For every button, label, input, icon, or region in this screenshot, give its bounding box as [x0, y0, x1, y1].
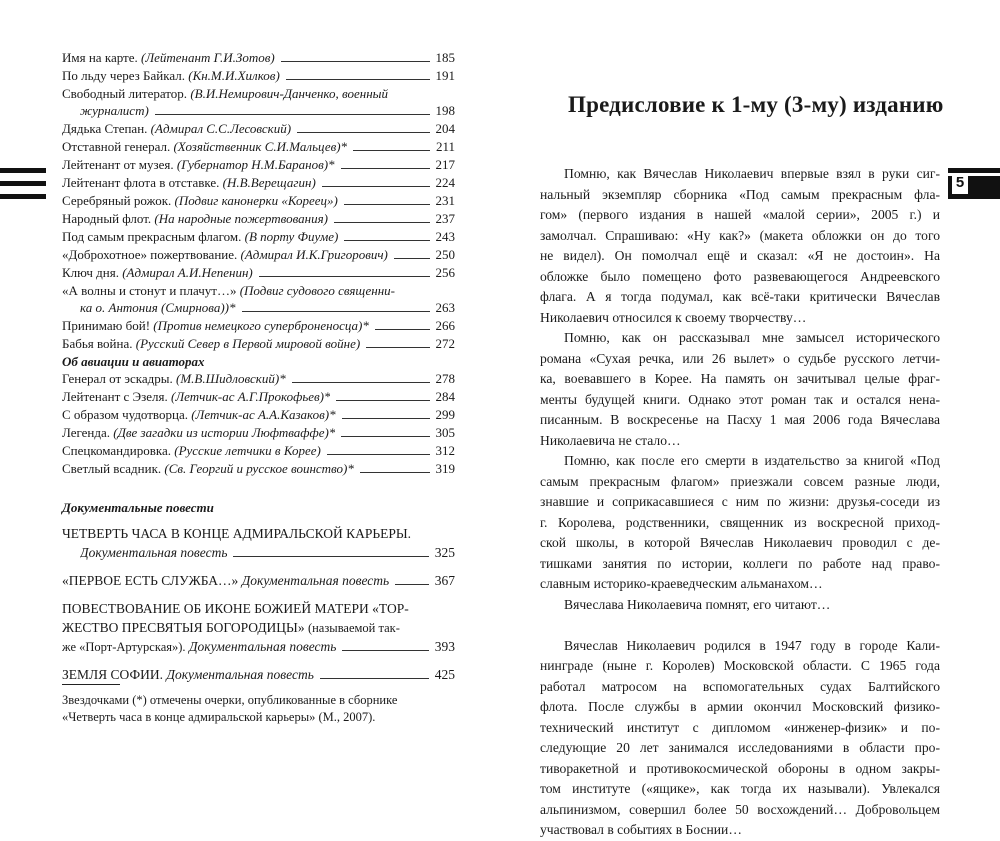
- leader-line: [394, 258, 430, 259]
- leader-line: [375, 329, 430, 330]
- text-line: Помню, как он рассказывал мне замысел исторического: [564, 330, 940, 345]
- leader-line: [327, 454, 430, 455]
- text-line: альпинизмом, совершил более 50 восхождений… Добровольцем: [540, 801, 940, 817]
- toc-page-number: 278: [435, 371, 455, 386]
- toc-page-number: 266: [435, 318, 455, 333]
- side-tab-bar: [0, 168, 46, 173]
- toc-page-number: 367: [434, 573, 455, 588]
- toc-page-number: 237: [435, 211, 455, 226]
- toc-page-number: 299: [435, 407, 455, 422]
- toc-entry[interactable]: [62, 120, 455, 137]
- side-tab-bar: [948, 176, 952, 194]
- toc-entry[interactable]: [62, 192, 455, 209]
- toc-entry[interactable]: [62, 370, 455, 387]
- text-line: Помню, как после его смерти в издательство за книгой «Под: [564, 453, 940, 468]
- leader-line: [320, 678, 429, 679]
- leader-line: [395, 584, 429, 585]
- toc-entry[interactable]: [62, 210, 455, 227]
- toc-entry[interactable]: [62, 442, 455, 459]
- text-line: славным историко-краеведческим альманахом…: [540, 576, 823, 591]
- toc-entry-title: Генерал от эскадры.: [62, 371, 173, 386]
- toc-entry-title: Легенда.: [62, 425, 111, 440]
- text-line: обложке было помещено фото развевающегося Андреевского: [540, 268, 940, 284]
- side-tab-bar: [968, 176, 1000, 194]
- toc-page-number: 217: [435, 157, 455, 172]
- leader-line: [242, 311, 430, 312]
- toc-entry-subtitle: (Летчик-ас А.Г.Прокофьев)*: [171, 389, 331, 404]
- toc-entry-title: Отставной генерал.: [62, 139, 171, 154]
- leader-line: [342, 418, 430, 419]
- toc-entry[interactable]: [62, 599, 455, 656]
- toc-group-documentary: [62, 524, 455, 684]
- toc-entry-title: Лейтенант с Эзеля.: [62, 389, 168, 404]
- toc-entry-subtitle: (Кн.М.И.Хилков): [188, 68, 280, 83]
- toc-entry-subtitle: (Две загадки из истории Люфтваффе)*: [113, 425, 336, 440]
- toc-entry-title: «А волны и стонут и плачут…»: [62, 283, 237, 298]
- toc-entry[interactable]: [62, 138, 455, 155]
- toc-entry[interactable]: [62, 228, 455, 245]
- side-tab-bar: [948, 168, 1000, 173]
- toc-entry-title: Лейтенант флота в отставке.: [62, 175, 220, 190]
- text-line: замолчал. Спрашиваю: «Ну как?» (макета обложки он до того: [540, 227, 940, 243]
- toc-entry[interactable]: [62, 665, 455, 684]
- toc-page-number: 319: [435, 461, 455, 476]
- toc-page-number: 211: [435, 139, 455, 154]
- text-line: самым прекрасным флагом» приезжали совсем разные люди,: [540, 473, 940, 489]
- text-line: нальный экземпляр сборника «Под самым прекрасным фла-: [540, 186, 940, 202]
- text-line: тишками занятия по истории, коллеги по работе над право-: [540, 555, 940, 571]
- toc-entry-title: ПОВЕСТВОВАНИЕ ОБ ИКОНЕ БОЖИЕЙ МАТЕРИ «ТОР-: [62, 601, 409, 616]
- toc-entry-title: Свободный литератор.: [62, 86, 188, 101]
- toc-group-aviation: [62, 370, 455, 477]
- toc-entry-title: Спецкомандировка.: [62, 443, 171, 458]
- leader-line: [286, 79, 430, 80]
- paragraph: [540, 328, 940, 451]
- footnote-line: Звездочками (*) отмечены очерки, опубликованные в сборнике: [62, 693, 398, 707]
- toc-page-number: 312: [435, 443, 455, 458]
- toc-page-number: 263: [435, 300, 455, 315]
- toc-page-number: 250: [435, 247, 455, 262]
- toc-page-number: 224: [435, 175, 455, 190]
- toc-entry-title: ЧЕТВЕРТЬ ЧАСА В КОНЦЕ АДМИРАЛЬСКОЙ КАРЬЕРЫ.: [62, 526, 412, 541]
- text-line: писанным. В воскресенье на Пасху 1 мая 2006 года Вячеслава: [540, 412, 940, 427]
- side-tab-bar: [0, 194, 46, 199]
- toc-entry-title: ЗЕМЛЯ СОФИИ.: [62, 667, 164, 682]
- text-line: ской школы, в которой Вячеслав Николаевич проводил с де-: [540, 535, 940, 550]
- text-line: знавшие и соприкасавшиеся с ним по жизни: друзья-соседи из: [540, 494, 940, 509]
- toc-entry-subtitle-cont: журналист): [80, 103, 149, 118]
- toc-page-number: 284: [435, 389, 455, 404]
- toc-entry[interactable]: [62, 571, 455, 590]
- toc-entry-subtitle: (Русские летчики в Корее): [174, 443, 321, 458]
- text-line: г. Королева, родственники, священник из воскресной приход-: [540, 514, 940, 530]
- toc-entry-subtitle: (Русский Север в Первой мировой войне): [135, 336, 361, 351]
- text-line: менты будущей книги. Однако этот роман так и остался нена-: [540, 391, 940, 407]
- toc-group-main: [62, 49, 455, 352]
- toc-entry[interactable]: [62, 264, 455, 281]
- text-line: романа «Сухая речка, или 26 вылет» о судьбе русского летчи-: [540, 350, 940, 366]
- toc-page-number: 393: [434, 639, 455, 654]
- toc-entry-note-cont: же «Порт-Артурская»).: [62, 640, 186, 654]
- toc-entry[interactable]: [62, 282, 455, 316]
- section-heading-documentary: Документальные повести: [62, 500, 214, 515]
- text-line: Вячеслав Николаевич родился в 1947 году в городе Кали-: [564, 637, 940, 653]
- toc-entry[interactable]: [62, 49, 455, 66]
- toc-page-number: 198: [435, 103, 455, 118]
- toc-entry-subtitle: (Адмирал А.И.Непенин): [122, 265, 253, 280]
- toc-entry-title: Ключ дня.: [62, 265, 119, 280]
- leader-line: [322, 186, 430, 187]
- toc-page-number: 204: [435, 121, 455, 136]
- leader-line: [353, 150, 430, 151]
- toc-entry-subtitle: (Лейтенант Г.И.Зотов): [141, 50, 275, 65]
- toc-entry-title: Дядька Степан.: [62, 121, 148, 136]
- text-line: технический институт с дипломом «инженер-физик» и по-: [540, 719, 940, 735]
- toc-entry-subtitle: (Подвиг судового священни-: [239, 283, 395, 298]
- text-line: гом» (первого издания в нашей «малой серии», 2005 г.) и: [540, 207, 940, 222]
- toc-page-number: 185: [435, 50, 455, 65]
- text-line: участвовал в событиях в Боснии…: [540, 822, 742, 837]
- toc-entry-title: «ПЕРВОЕ ЕСТЬ СЛУЖБА…»: [62, 573, 239, 588]
- text-line: тиворакетной и противокосмической обороны в одном закры-: [540, 760, 940, 776]
- table-of-contents: [62, 49, 455, 693]
- page-title: Предисловие к 1-му (3-му) изданию: [568, 92, 944, 117]
- toc-entry-subtitle: (Против немецкого суперброненосца)*: [153, 318, 369, 333]
- toc-entry[interactable]: [62, 85, 455, 119]
- toc-entry-title: Под самым прекрасным флагом.: [62, 229, 242, 244]
- toc-entry[interactable]: [62, 317, 455, 334]
- text-line: нинграде (ныне г. Королев) Московской области. С 1965 года: [540, 658, 940, 673]
- toc-entry[interactable]: [62, 67, 455, 84]
- leader-line: [344, 204, 430, 205]
- leader-line: [366, 347, 429, 348]
- footnote-line: «Четверть часа в конце адмиральской карьеры» (М., 2007).: [62, 710, 376, 724]
- leader-line: [233, 556, 428, 557]
- toc-entry-subtitle: (Н.В.Верещагин): [222, 175, 316, 190]
- leader-line: [336, 400, 429, 401]
- paragraph: [540, 451, 940, 595]
- toc-entry-title: Принимаю бой!: [62, 318, 151, 333]
- text-line: следующие 20 лет занимался исследованиями в области про-: [540, 740, 940, 755]
- toc-page-number: 272: [435, 336, 455, 351]
- toc-entry-subtitle: (М.В.Шидловский)*: [176, 371, 286, 386]
- toc-entry-note: (называемой так-: [307, 621, 400, 635]
- toc-entry-subtitle: (Губернатор Н.М.Баранов)*: [176, 157, 335, 172]
- text-line: ка, воевавшего в Корее. На память он зачитывал целые фраг-: [540, 371, 940, 386]
- toc-entry-title: Лейтенант от музея.: [62, 157, 174, 172]
- toc-entry[interactable]: [62, 335, 455, 352]
- toc-entry-title: «Доброхотное» пожертвование.: [62, 247, 238, 262]
- leader-line: [360, 472, 430, 473]
- paragraph: [540, 164, 940, 328]
- preface-body: [540, 164, 940, 841]
- leader-line: [297, 132, 429, 133]
- leader-line: [259, 276, 430, 277]
- text-line: Николаевич относился к своему творчеству…: [540, 309, 807, 325]
- toc-entry[interactable]: [62, 156, 455, 173]
- toc-page-number: 305: [435, 425, 455, 440]
- toc-entry-subtitle: Документальная повесть: [166, 667, 314, 682]
- paragraph: [540, 595, 940, 616]
- toc-entry-subtitle: (В порту Фиуме): [244, 229, 339, 244]
- toc-entry-subtitle: (В.И.Немирович-Данченко, военный: [190, 86, 388, 101]
- leader-line: [281, 61, 430, 62]
- toc-entry[interactable]: [62, 174, 455, 191]
- toc-entry-subtitle: (Подвиг канонерки «Кореец»): [174, 193, 338, 208]
- paragraph: [540, 636, 940, 841]
- text-line: не видел). Он помолчал ещё и сказал: «Я не достоин». На: [540, 248, 940, 263]
- toc-entry-title: По льду через Байкал.: [62, 68, 185, 83]
- toc-entry-subtitle: (Адмирал С.С.Лесовский): [150, 121, 292, 136]
- toc-entry-subtitle: (Св. Георгий и русское воинство)*: [164, 461, 354, 476]
- leader-line: [155, 114, 430, 115]
- page-number: 5: [953, 174, 967, 192]
- toc-entry[interactable]: [62, 524, 455, 562]
- side-tab-bar: [0, 181, 46, 186]
- toc-entry-title: Серебряный рожок.: [62, 193, 172, 208]
- footnote-rule: [62, 684, 120, 685]
- leader-line: [341, 168, 430, 169]
- footnote: [62, 692, 457, 726]
- left-page: [0, 0, 500, 801]
- leader-line: [342, 650, 428, 651]
- text-line: флага. А я тогда подумал, как всё-таки критически Вячеслав: [540, 289, 940, 304]
- toc-page-number: 325: [434, 545, 455, 560]
- toc-entry-title-cont: ЖЕСТВО ПРЕСВЯТЫЯ БОГОРОДИЦЫ»: [62, 620, 305, 635]
- toc-entry[interactable]: [62, 424, 455, 441]
- toc-page-number: 231: [435, 193, 455, 208]
- text-line: Николаевича не стало…: [540, 432, 681, 448]
- toc-page-number: 256: [435, 265, 455, 280]
- leader-line: [344, 240, 429, 241]
- toc-entry-title: Бабья война.: [62, 336, 133, 351]
- toc-entry-subtitle: (На народные пожертвования): [154, 211, 328, 226]
- toc-entry-subtitle: (Адмирал И.К.Григорович): [240, 247, 388, 262]
- toc-entry-subtitle: Документальная повесть: [80, 545, 228, 560]
- leader-line: [334, 222, 430, 223]
- paragraph-gap: [540, 615, 940, 636]
- text-line: работал матросом на вспомогательных судах Балтийского: [540, 678, 940, 694]
- toc-entry[interactable]: [62, 406, 455, 423]
- toc-entry[interactable]: [62, 388, 455, 405]
- toc-page-number: 425: [434, 667, 455, 682]
- toc-entry-subtitle: (Летчик-ас А.А.Казаков)*: [191, 407, 336, 422]
- text-line: Вячеслава Николаевича помнят, его читают…: [564, 596, 831, 612]
- toc-entry-subtitle-cont: ка о. Антония (Смирнова))*: [80, 300, 236, 315]
- toc-entry[interactable]: [62, 460, 455, 477]
- toc-page-number: 243: [435, 229, 455, 244]
- right-page: [500, 0, 1000, 837]
- toc-entry-title: С образом чудотворца.: [62, 407, 188, 422]
- toc-entry-title: Народный флот.: [62, 211, 152, 226]
- toc-entry-title: Светлый всадник.: [62, 461, 162, 476]
- text-line: Помню, как Вячеслав Николаевич впервые взял в руки сиг-: [564, 166, 940, 181]
- toc-entry[interactable]: [62, 246, 455, 263]
- toc-entry-subtitle: Документальная повесть: [241, 573, 390, 588]
- toc-entry-subtitle: (Хозяйственник С.И.Мальцев)*: [173, 139, 348, 154]
- leader-line: [292, 382, 430, 383]
- section-heading-aviation: Об авиации и авиаторах: [62, 354, 205, 369]
- toc-entry-title: Имя на карте.: [62, 50, 138, 65]
- toc-page-number: 191: [435, 68, 455, 83]
- text-line: том институте («ящике», как тогда их называли). Увлекался: [540, 781, 940, 796]
- text-line: флота. После службы в армии окончил Московский физико-: [540, 699, 940, 714]
- toc-entry-subtitle: Документальная повесть: [188, 639, 337, 654]
- side-tab-bar: [948, 194, 1000, 199]
- leader-line: [341, 436, 429, 437]
